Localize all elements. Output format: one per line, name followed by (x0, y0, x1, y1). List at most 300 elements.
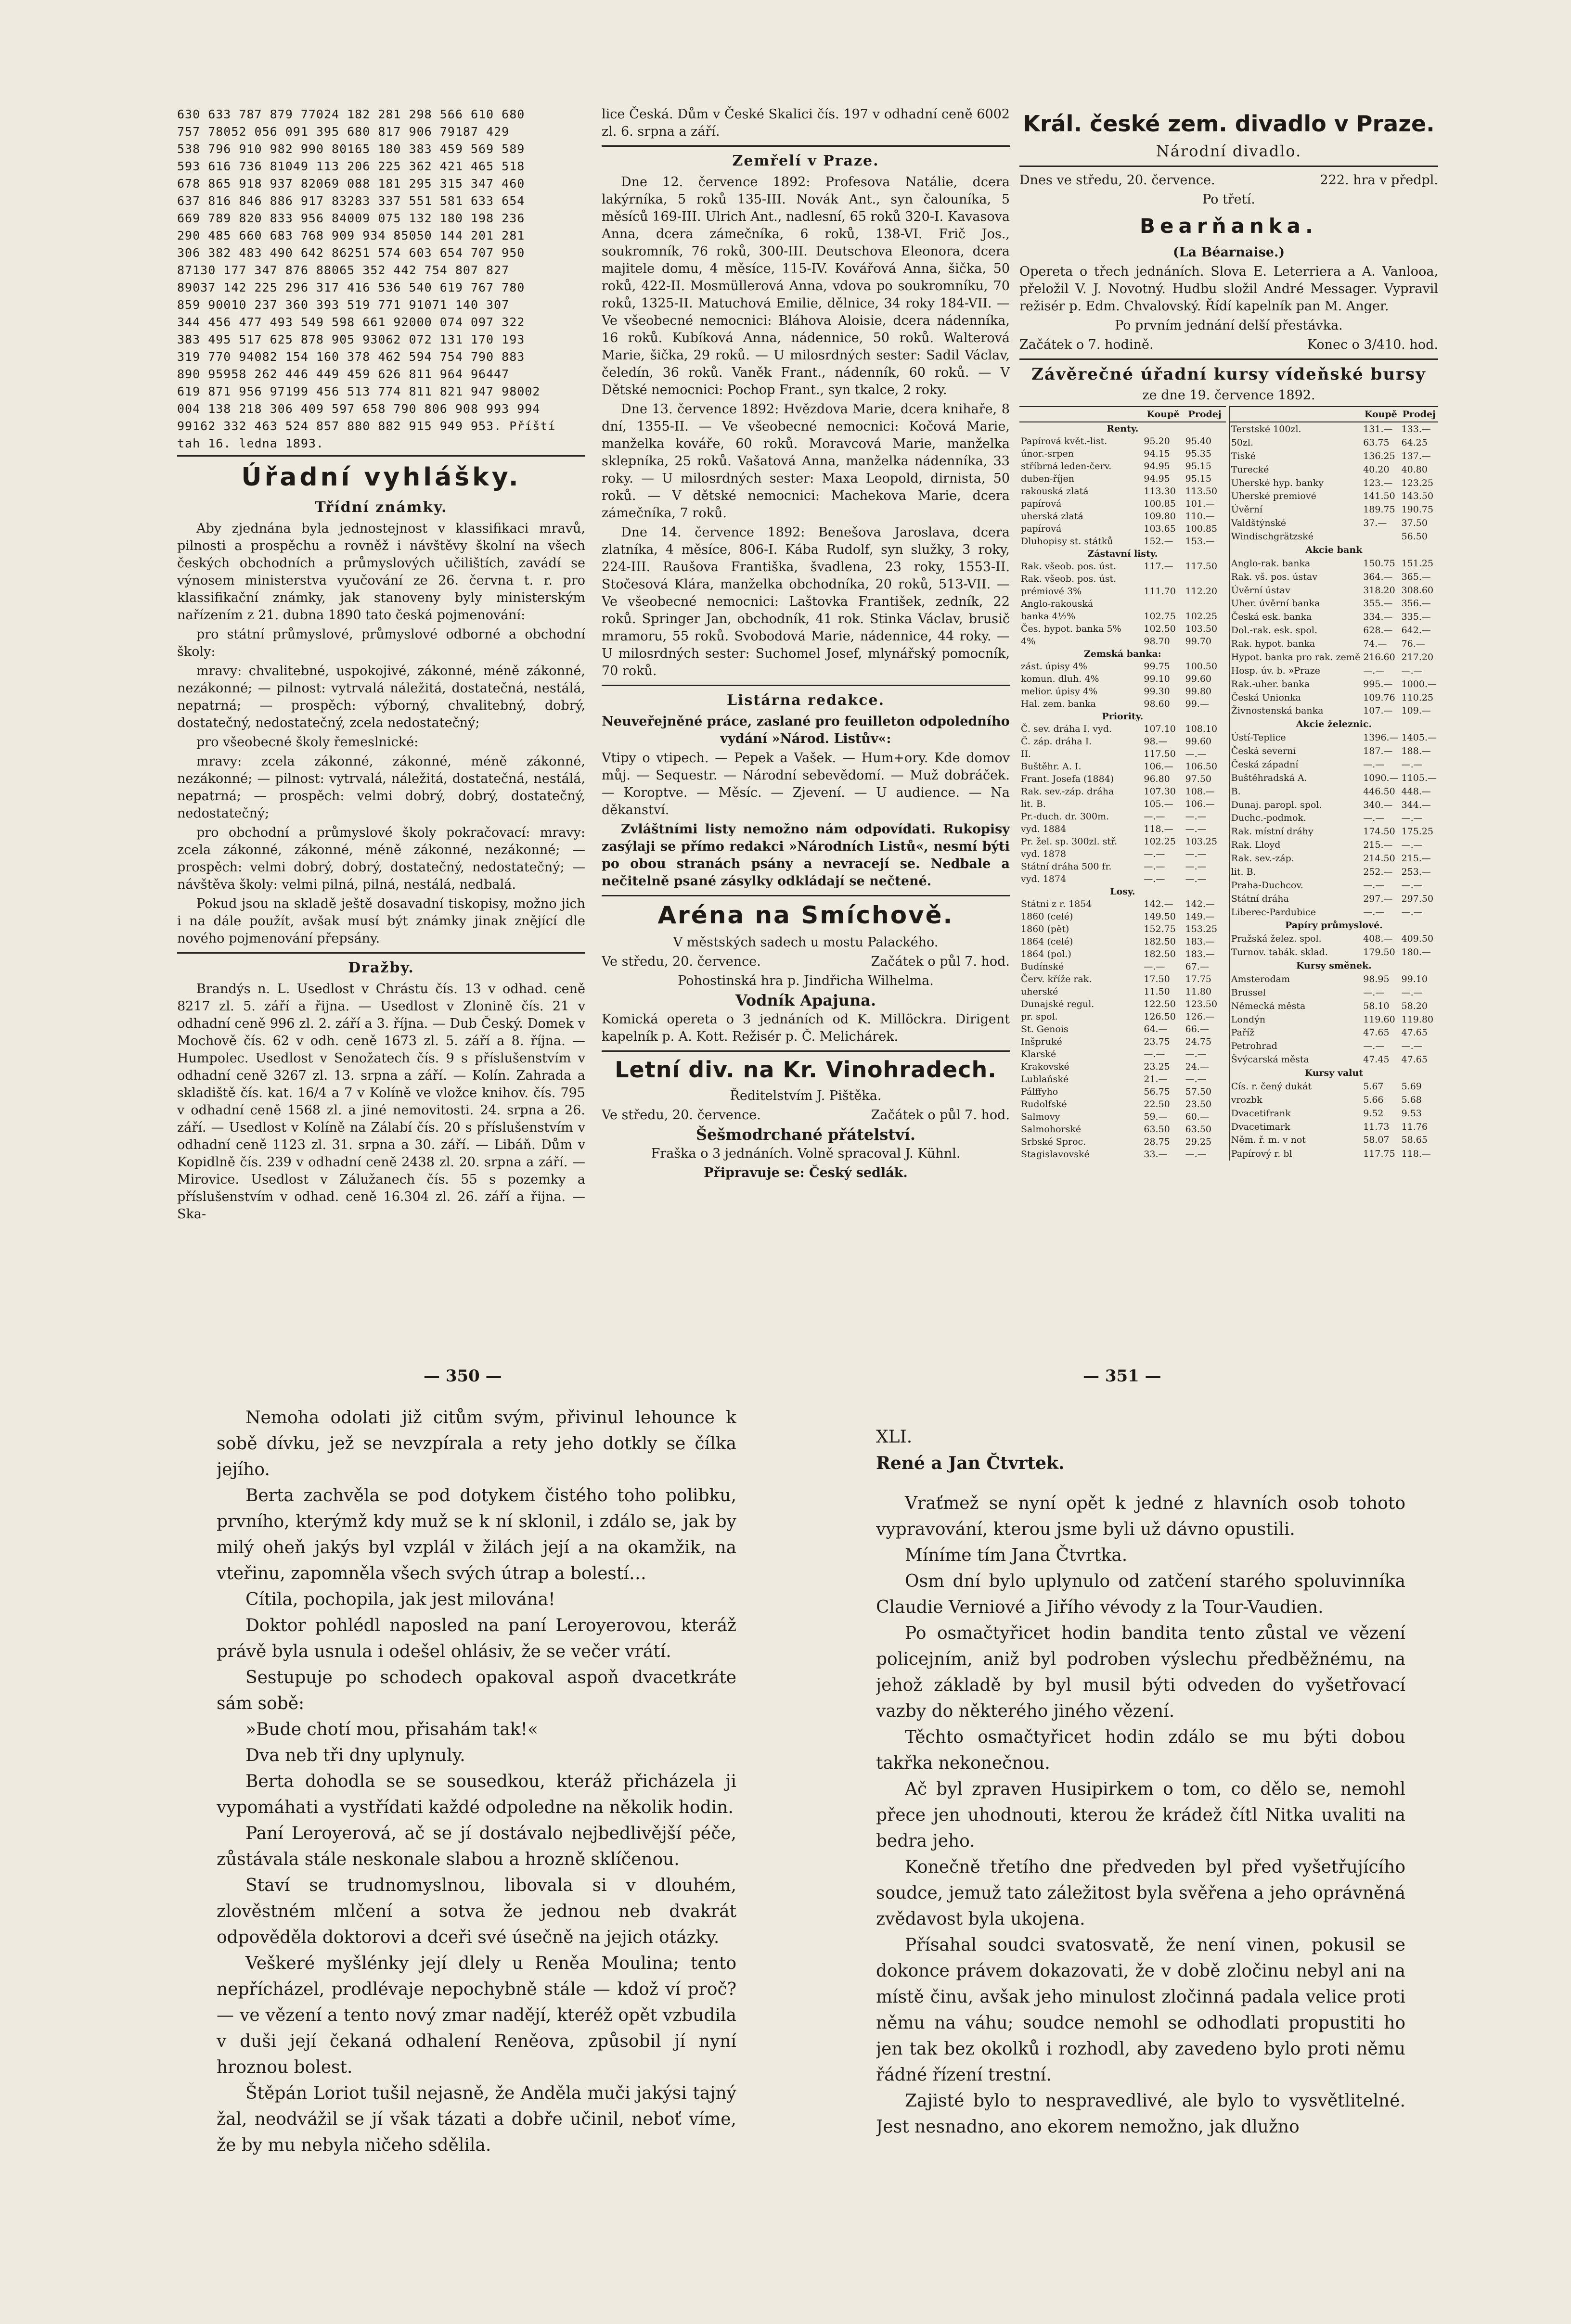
rate-sell: 60.— (1185, 1111, 1209, 1122)
rate-section-label: Papíry průmyslové. (1285, 920, 1383, 931)
rate-buy: 123.— (1363, 477, 1393, 488)
rate-name: Windischgrätzské (1231, 531, 1313, 542)
rate-sell: 99.70 (1185, 636, 1212, 647)
rate-name: B. (1231, 786, 1241, 797)
rate-sell: 97.50 (1185, 774, 1212, 784)
rate-name: Rak. sev.-záp. (1231, 853, 1294, 864)
rate-buy: —.— (1144, 811, 1165, 822)
rate-name: Dvacetifrank (1231, 1108, 1291, 1119)
divider (602, 685, 1010, 686)
rate-name: únor.-srpen (1021, 448, 1074, 459)
rate-name: Rak. hypot. banka (1231, 638, 1315, 650)
rate-sell: 123.25 (1401, 477, 1434, 488)
chapter-title: René a Jan Čtvrtek. (876, 1453, 1065, 1473)
rate-sell: —.— (1185, 824, 1207, 834)
rate-sell: —.— (1185, 749, 1207, 759)
rate-row (1229, 449, 1438, 463)
rate-section-label: Zemská banka: (1083, 649, 1161, 659)
rate-name: Brussel (1231, 987, 1266, 998)
rate-buy: 126.50 (1144, 1011, 1176, 1022)
summer-theatre-date-row (602, 1107, 1010, 1124)
play-end: Konec o 3/410. hod. (1307, 337, 1438, 352)
summer-theatre-desc: Fraška o 3 jednáních. Volně spracoval J. Kühnl. (651, 1146, 961, 1161)
rate-buy: 334.— (1363, 612, 1393, 623)
notice-paragraph: Pokud jsou na skladě ještě dosavadní tiskopisy, možno jich i na dále použít, avšak musí být známky jinak znějící dle nového pojmenování přepsány. (177, 896, 585, 946)
rate-row (1019, 760, 1226, 773)
rate-name: Německá města (1231, 1000, 1306, 1011)
rate-buy (1142, 598, 1184, 610)
rate-row (1019, 723, 1226, 735)
notice-paragraph: pro obchodní a průmyslové školy pokračovací: mravy: zcela zákonné, zákonné, méně zákonné, nezákonné; — prospěch: velmi dobrý, dobrý, dostatečný, nedostatečný; — návštěva školy: velmi pilná, pilná, nestálá, nedbalá. (177, 825, 585, 892)
rate-row (1019, 585, 1226, 598)
lottery-line: 678 865 918 937 82069 088 181 295 315 347 460 (177, 177, 525, 191)
rate-buy: —.— (1144, 849, 1165, 859)
rate-section-row (1019, 548, 1226, 560)
rate-name: Liberec-Pardubice (1231, 907, 1316, 918)
serial-paragraph: Štěpán Loriot tušil nejasně, že Anděla muči jakýsi tajný žal, neodvážil se jí však tázati a dobře učinil, neboť víme, že by mu nebyla ničeho sdělila. (217, 2083, 736, 2155)
rate-name: Česká severní (1231, 746, 1296, 757)
editor-title: Listárna redakce. (726, 692, 885, 709)
rate-name: Papírová květ.-list. (1021, 436, 1107, 447)
rate-sell: 103.50 (1185, 624, 1218, 634)
rate-section-row (1229, 717, 1438, 731)
rate-buy: 74.— (1363, 638, 1387, 650)
rate-buy: 99.10 (1144, 674, 1170, 684)
serial-paragraph: Po osmačtyřicet hodin bandita tento zůstal ve vězení policejním, aniž byl podroben výslechu předběžnému, na jehož základě by byl musil býti odveden do vyšetřovací vazby do některého jiného vězení. (876, 1623, 1405, 1721)
lottery-line: 593 616 736 81049 113 206 225 362 421 465 518 (177, 159, 525, 173)
rate-section-label: Akcie železnic. (1296, 719, 1372, 730)
lottery-numbers (177, 106, 585, 452)
rate-name: 50zl. (1231, 437, 1254, 448)
rate-name: Rak. všeob. pos. úst. (1021, 561, 1117, 572)
rate-buy: 355.— (1363, 598, 1393, 609)
rate-row (1019, 798, 1226, 810)
rate-sell: 63.50 (1185, 1124, 1212, 1135)
rate-sell: 110.25 (1401, 692, 1434, 703)
rate-buy: 117.75 (1363, 1148, 1395, 1159)
rate-row (1019, 472, 1226, 485)
arena-title: Aréna na Smíchově. (657, 901, 954, 929)
play-intermission: Po prvním jednání delší přestávka. (1115, 318, 1343, 333)
rate-sell: 102.25 (1185, 611, 1218, 622)
serial-paragraph: Dva neb tři dny uplynuly. (245, 1746, 465, 1765)
rate-name: Rudolfské (1021, 1099, 1067, 1110)
rate-sell: 99.60 (1185, 674, 1212, 684)
rate-name: vyd. 1878 (1021, 849, 1067, 859)
rate-row (1229, 1026, 1438, 1039)
rate-row (1019, 447, 1226, 460)
rate-name: Živnostenská banka (1231, 705, 1324, 716)
rate-row (1229, 677, 1438, 691)
rate-name: Krakovské (1021, 1061, 1069, 1072)
rate-name: Klarské (1021, 1049, 1056, 1060)
rate-sell: —.— (1401, 759, 1423, 770)
rate-row (1019, 435, 1226, 447)
rate-sell: 123.50 (1185, 999, 1218, 1009)
rate-name: Státní z r. 1854 (1021, 899, 1092, 909)
rate-buy: 33.— (1144, 1149, 1168, 1160)
rate-sell: —.— (1401, 907, 1423, 918)
rate-name: Pr.-duch. dr. 300m. (1021, 811, 1109, 822)
rate-sell: 188.— (1401, 746, 1431, 757)
rate-buy: —.— (1144, 874, 1165, 884)
rate-buy: 118.— (1144, 824, 1173, 834)
rate-buy: 105.— (1144, 799, 1173, 809)
rate-name: Valdštýnské (1231, 518, 1287, 529)
theatre-title: Král. české zem. divadlo v Praze. (1023, 111, 1435, 137)
rate-sell: 1000.— (1401, 678, 1437, 690)
rate-section-row (1019, 710, 1226, 723)
rate-name: Čes. hypot. banka 5% (1021, 624, 1121, 634)
rate-sell: 95.35 (1185, 448, 1212, 459)
rate-name: Česká Unionka (1231, 692, 1301, 703)
rate-sell: 76.— (1401, 638, 1425, 650)
page-number-left: — 350 — (424, 1366, 502, 1386)
rate-row (1019, 910, 1226, 923)
rate-sell: 23.50 (1185, 1099, 1212, 1110)
rate-row (1019, 973, 1226, 985)
rate-sell: 143.50 (1401, 491, 1434, 502)
rate-sell: 344.— (1401, 799, 1431, 810)
rate-sell: 409.50 (1401, 933, 1434, 945)
rate-sell: 108.— (1185, 786, 1215, 797)
rate-buy: 107.— (1363, 705, 1393, 716)
serial-paragraph: Staví se trudnomyslnou, libovala si v dlouhém, zlověstném mlčení a sotva že jednou neb dvakrát odpověděla doktorovi a dceři své úsečně na jejich otázky. (217, 1876, 736, 1947)
rate-sell: —.— (1401, 987, 1423, 998)
rate-sell: 137.— (1401, 450, 1431, 461)
col-prodej: Prodej (1400, 407, 1438, 422)
notice-paragraph: pro všeobecné školy řemeslnické: (196, 735, 419, 750)
rate-name: zást. úpisy 4% (1021, 661, 1087, 672)
rate-sell: 190.75 (1401, 504, 1434, 515)
rate-sell: 17.75 (1185, 974, 1212, 984)
serial-paragraph: Nemoha odolati již citům svým, přivinul lehounce k sobě dívku, jež se nevzpírala a rety jeho dotkly se čílka jejího. (217, 1408, 736, 1480)
rate-name: Pálffyho (1021, 1086, 1058, 1097)
rate-row (1019, 1060, 1226, 1073)
rate-sell: 99.10 (1401, 973, 1428, 984)
rate-section-label: Renty. (1107, 423, 1139, 434)
notices-subtitle: Třídní známky. (315, 499, 448, 516)
lottery-line: 637 816 846 886 917 83283 337 551 581 633 654 (177, 194, 525, 208)
rate-buy: 99.75 (1144, 661, 1170, 672)
rate-buy: 216.60 (1363, 651, 1395, 663)
rate-section-label: Kursy valut (1304, 1068, 1364, 1079)
rate-name: vrozbk (1231, 1094, 1262, 1105)
rate-sell: —.— (1185, 849, 1207, 859)
rate-buy: 152.— (1144, 536, 1173, 547)
divider (1019, 358, 1438, 360)
rate-row (1229, 503, 1438, 516)
divider (602, 1050, 1010, 1052)
rate-name: Hypot. banka pro rak. země (1231, 651, 1361, 663)
rate-buy: 96.80 (1144, 774, 1170, 784)
rate-sell: 108.10 (1185, 724, 1218, 734)
rate-row (1229, 771, 1438, 785)
rate-name: Ústí-Teplice (1231, 732, 1286, 743)
rate-sell: 40.80 (1401, 464, 1428, 475)
rate-row (1019, 1023, 1226, 1035)
rate-row (1229, 1039, 1438, 1053)
rate-row (1019, 1048, 1226, 1060)
rate-row (1019, 573, 1226, 585)
rate-row (1019, 698, 1226, 710)
rate-section-row (1019, 648, 1226, 660)
rate-buy: 187.— (1363, 746, 1393, 757)
rate-name: Dunaj. paropl. spol. (1231, 799, 1322, 810)
rate-name: Červ. kříže rak. (1021, 974, 1092, 984)
play-subtitle: (La Béarnaise.) (1172, 245, 1285, 260)
rate-buy: 64.— (1144, 1024, 1168, 1034)
rate-sell: —.— (1401, 840, 1423, 851)
rate-name: lit. B. (1231, 866, 1256, 877)
rate-buy: —.— (1363, 880, 1385, 891)
rate-sell: 151.25 (1401, 558, 1434, 569)
rate-buy: 102.75 (1144, 611, 1176, 622)
rate-row (1229, 811, 1438, 825)
rate-row (1019, 848, 1226, 860)
theatre-date-row (1019, 172, 1438, 189)
rate-sell: —.— (1185, 811, 1207, 822)
rate-sell: 119.80 (1401, 1014, 1434, 1025)
rate-buy: 149.50 (1144, 911, 1176, 922)
editor-note: Zvláštními listy nemožno nám odpovídati. Rukopisy zasýlaji se přímo redakci »Národních Listů«, nesmí býti po obou stranách psány a nevracejí se. Nedbale a nečitelně psané zásylky odkládají se nečtené. (602, 822, 1010, 889)
rate-buy (1362, 530, 1400, 543)
notice-paragraph: mravy: chvalitebné, uspokojivé, zákonné, méně zákonné, nezákonné; — pilnost: vytrvalá náležitá, dostatečná, nestálá, nepatrná; — prospěch: výborný, chvalitebný, dobrý, dostatečný, nedostatečný, zcela nedostatečný; (177, 664, 585, 730)
rate-buy: 340.— (1363, 799, 1393, 810)
rate-buy: 22.50 (1144, 1099, 1170, 1110)
rate-row (1019, 623, 1226, 635)
rate-sell: 56.50 (1401, 531, 1428, 542)
rate-sell: 1105.— (1401, 772, 1437, 783)
rate-sell: 11.76 (1401, 1121, 1428, 1132)
serial-paragraph: Vraťmež se nyní opět k jedné z hlavních osob tohoto vypravování, kterou jsme byli už dávno opustili. (876, 1494, 1405, 1539)
rate-buy: 47.65 (1363, 1027, 1390, 1038)
rate-buy: 318.20 (1363, 585, 1395, 596)
rate-sell: —.— (1401, 880, 1423, 891)
lottery-line: 619 871 956 97199 456 513 774 811 821 947 98002 (177, 384, 541, 398)
rate-sell: 5.69 (1401, 1081, 1422, 1092)
rate-row (1229, 1093, 1438, 1107)
chapter-number: XLI. (876, 1427, 913, 1447)
serial-paragraph: »Bude chotí mou, přisahám tak!« (245, 1720, 538, 1739)
rate-row (1229, 691, 1438, 704)
rate-name: Rak. místní dráhy (1231, 826, 1313, 837)
rate-buy: —.— (1144, 861, 1165, 872)
notice-paragraph: mravy: zcela zákonné, zákonné, méně zákonné, nezákonné; — pilnost: vytrvalá, náležitá, dostatečná, nestálá, nepatrná; — prospěch: velmi dobrý, dobrý, dostatečný, nedostatečný; (177, 754, 585, 821)
rate-name: Česká západní (1231, 759, 1299, 770)
bourse-tables (1019, 406, 1438, 1161)
rate-sell: 175.25 (1401, 826, 1434, 837)
rate-sell: 149.— (1185, 911, 1215, 922)
rate-name: Uherské premiové (1231, 491, 1316, 502)
rate-row (1019, 1010, 1226, 1023)
rate-buy: 28.75 (1144, 1136, 1170, 1147)
rate-name: Hosp. úv. b. »Praze (1231, 665, 1320, 676)
rate-buy: 17.50 (1144, 974, 1170, 984)
rate-sell: 183.— (1185, 949, 1215, 959)
serial-paragraph: Berta dohodla se se sousedkou, kteráž přicházela ji vypomáhati a vystřídati každé odpoledne na několik hodin. (217, 1772, 736, 1817)
rate-buy: 98.95 (1363, 973, 1390, 984)
serial-paragraph: Paní Leroyerová, ač se jí dostávalo nejbedlivější péče, zůstávala stále neskonale slabou a hrozně sklíčenou. (217, 1824, 736, 1869)
rate-row (1019, 948, 1226, 960)
rate-sell: 308.60 (1401, 585, 1434, 596)
divider (177, 455, 585, 457)
rate-sell: 106.— (1185, 799, 1215, 809)
rate-sell: 118.— (1401, 1148, 1431, 1159)
notices-body (177, 520, 585, 947)
rate-sell: 297.50 (1401, 893, 1434, 904)
rate-buy: 122.50 (1144, 999, 1176, 1009)
rate-row (1229, 651, 1438, 664)
rate-row (1229, 731, 1438, 744)
rate-buy: 56.75 (1144, 1086, 1170, 1097)
rate-name: Dluhopisy st. státků (1021, 536, 1113, 547)
rate-sell: 9.53 (1401, 1108, 1422, 1119)
rate-row (1019, 660, 1226, 673)
rate-row (1019, 785, 1226, 798)
rate-buy: 214.50 (1363, 853, 1395, 864)
rate-name: II. (1021, 749, 1031, 759)
rate-row (1229, 744, 1438, 758)
rate-sell: 106.50 (1185, 761, 1218, 772)
rate-name: 1864 (pol.) (1021, 949, 1071, 959)
rate-row (1229, 463, 1438, 476)
rate-sell: 58.65 (1401, 1135, 1428, 1146)
divider (602, 895, 1010, 896)
serial-paragraph: Ač byl zpraven Husipirkem o tom, co dělo se, nemohl přece jen uhodnouti, kterou že krádež čítl Nitka uvaliti na bedra jeho. (876, 1779, 1405, 1851)
bourse-title: Závěrečné úřadní kursy vídeňské bursy (1031, 365, 1426, 384)
rate-buy: 102.50 (1144, 624, 1176, 634)
rate-buy: 98.70 (1144, 636, 1170, 647)
rate-buy: 58.07 (1363, 1135, 1390, 1146)
rate-sell: 642.— (1401, 625, 1431, 636)
rate-name: vyd. 1874 (1021, 874, 1067, 884)
rate-name: vyd. 1884 (1021, 824, 1067, 834)
lottery-line: 344 456 477 493 549 598 661 92000 074 097 322 (177, 315, 525, 329)
rate-buy: 628.— (1363, 625, 1393, 636)
rate-name: Frant. Josefa (1884) (1021, 774, 1114, 784)
rate-row (1229, 1080, 1438, 1093)
rate-row (1019, 498, 1226, 510)
rate-section-label: Zástavní listy. (1087, 549, 1158, 559)
rate-name: Úvěrní ústav (1231, 585, 1290, 596)
rate-name: Č. záp. dráha I. (1021, 736, 1092, 747)
rate-name: Č. sev. dráha I. vyd. (1021, 724, 1112, 734)
rate-section-label: Priority. (1102, 711, 1144, 722)
rate-sell: 253.— (1401, 866, 1431, 877)
rate-name: Uher. úvěrní banka (1231, 598, 1320, 609)
rate-buy: 98.— (1144, 736, 1168, 747)
serial-paragraph: Přísahal soudci svatosvatě, že není vinen, pokusil se dokonce právem dokazovati, že v době zločinu nebyl ani na místě činu, avšak jeho minulost zločinná padala velice proti němu na váhu; soudce nemohl se odhodlati propustiti ho jen tak bez okolků i rozhodl, aby zavedeno bylo proti němu řádné řízení trestní. (876, 1935, 1405, 2085)
rate-buy: 141.50 (1363, 491, 1395, 502)
rate-row (1019, 1123, 1226, 1136)
rate-sell: 58.20 (1401, 1000, 1428, 1011)
rate-row (1019, 810, 1226, 823)
rate-name: Státní dráha 500 fr. (1021, 861, 1112, 872)
rate-row (1229, 932, 1438, 945)
rate-name: prémiové 3% (1021, 586, 1082, 597)
rate-name: rakouská zlatá (1021, 486, 1089, 497)
theatre-date: Dnes ve středu, 20. července. (1019, 173, 1215, 188)
rate-name: Turecké (1231, 464, 1269, 475)
rate-row (1019, 823, 1226, 835)
rate-name: 4% (1021, 636, 1036, 647)
rate-buy: 179.50 (1363, 947, 1395, 958)
auctions-text: Brandýs n. L. Usedlost v Chrástu čís. 13 v odhad. ceně 8217 zl. 5. září a řijna. — Usedlost v Zlonině čís. 21 v odhadní ceně 996 zl. 2. září a 3. října. — Dub Český. Domek v Mochově čís. 62 v odh. ceně 1673 zl. 5. září a 8. října. — Humpolec. Usedlost v Senožatech čís. 9 s příslušenstvím v odhadní ceně 3267 zl. 13. srpna a září. — Kolín. Zahrada a skladiště čís. kat. 16/4 a 7 v Kolíně ve vložce knihov. čís. 795 v odhadní ceně 1568 zl. a jiné nemovitosti. 24. srpna a 26. září. — Usedlost v Kolíně na Zálabí čís. 20 s příslušenstvím v odhadní ceně 1123 zl. 31. srpna a 30. září. — Libáň. Dům v Kopidlně čís. 239 v odhadní ceně 2438 zl. 20. srpna a září. — Mirovice. Usedlost v Zálužanech čís. 55 s pozemky a příslušenstvím v odhad. ceně 16.304 zl. 26. září a řijna. — Ska- (177, 982, 585, 1222)
theatre-performance: 222. hra v předpl. (1320, 173, 1438, 188)
rate-section-row (1229, 1066, 1438, 1080)
serial-paragraph: Konečně třetího dne předveden byl před vyšetřujícího soudce, jemuž tato záležitost byla svěřena a jeho oprávněná zvědavost byla ukojena. (876, 1857, 1405, 1929)
rate-row (1229, 610, 1438, 624)
rate-name: Hal. zem. banka (1021, 699, 1096, 709)
rate-name: uherské (1021, 986, 1058, 997)
rate-row (1019, 1073, 1226, 1085)
rate-row (1229, 1053, 1438, 1066)
rate-buy: —.— (1144, 1049, 1165, 1060)
rate-buy: 109.76 (1363, 692, 1395, 703)
page-number-right: — 351 — (1083, 1366, 1161, 1386)
rate-buy: 215.— (1363, 840, 1393, 851)
rate-buy: 364.— (1363, 571, 1393, 582)
rate-sell: —.— (1185, 1149, 1207, 1160)
rate-name: melior. úpisy 4% (1021, 686, 1098, 697)
rate-name: Švýcarská města (1231, 1054, 1309, 1065)
arena-date: Ve středu, 20. července. (602, 954, 761, 969)
right-column (1019, 106, 1438, 1299)
rate-row (1019, 923, 1226, 935)
summer-theatre-upcoming: Připravuje se: Český sedlák. (704, 1165, 908, 1180)
serial-paragraph: Míníme tím Jana Čtvrtka. (905, 1545, 1128, 1565)
rate-buy: 152.75 (1144, 924, 1176, 934)
deaths-title: Zemřelí v Praze. (732, 153, 879, 169)
rate-name: Duchc.-podmok. (1231, 813, 1306, 824)
rate-row (1019, 873, 1226, 885)
rate-section-row (1019, 422, 1226, 435)
rate-buy: 252.— (1363, 866, 1393, 877)
serial-paragraph: Sestupuje po schodech opakoval aspoň dvacetkráte sám sobě: (217, 1668, 736, 1713)
rate-row (1229, 892, 1438, 906)
rate-name: uherská zlatá (1021, 511, 1083, 522)
rate-row (1229, 422, 1438, 436)
rate-sell: 153.25 (1185, 924, 1218, 934)
rate-sell: 5.68 (1401, 1094, 1422, 1105)
rate-sell: 47.65 (1401, 1027, 1428, 1038)
rate-sell: 365.— (1401, 571, 1431, 582)
rate-sell: 100.50 (1185, 661, 1218, 672)
rate-name: Státní dráha (1231, 893, 1289, 904)
rate-buy: 995.— (1363, 678, 1393, 690)
col-koupe: Koupě (1362, 407, 1400, 422)
rate-row (1019, 960, 1226, 973)
rate-buy: 23.75 (1144, 1036, 1170, 1047)
rate-name: Londýn (1231, 1014, 1266, 1025)
rate-sell: 64.25 (1401, 437, 1428, 448)
serial-paragraph: Doktor pohlédl naposled na paní Leroyerovou, kteráž právě byla usnula i odešel ohlásiv, že se večer vrátí. (217, 1616, 736, 1661)
rate-name: Petrohrad (1231, 1041, 1277, 1052)
rate-section-row (1229, 919, 1438, 932)
deaths-text-3: Dne 14. července 1892: Benešova Jaroslava, dcera zlatníka, 4 měsíce, 806-I. Kába Rudolf, syn služky, 3 roky, 224-III. Raušova Františka, švadlena, 23 roky, 1553-II. Stočesová Klára, manželka obchodníka, 20 roků, 513-VII. — Ve všeobecné nemocnici: Laštovka František, zedník, 22 roků. Springer Jan, obchodník, 41 rok. Stinka Václav, brusič mramoru, 55 roků. Svobodová Marie, nádennice, 44 roky. — U milosrdných sester: Suchomel Josef, mlynářský pomocník, 70 roků. (602, 525, 1010, 678)
rate-buy: 11.73 (1363, 1121, 1390, 1132)
rate-sell: 99.80 (1185, 686, 1212, 697)
rate-name: Srbské Sproc. (1021, 1136, 1086, 1147)
rate-buy: 103.65 (1144, 524, 1176, 534)
col-prodej: Prodej (1184, 407, 1226, 422)
rate-row (1229, 825, 1438, 838)
rate-sell: 29.25 (1185, 1136, 1212, 1147)
rate-row (1229, 664, 1438, 677)
bourse-table-right (1229, 406, 1438, 1161)
rate-buy: 107.10 (1144, 724, 1176, 734)
